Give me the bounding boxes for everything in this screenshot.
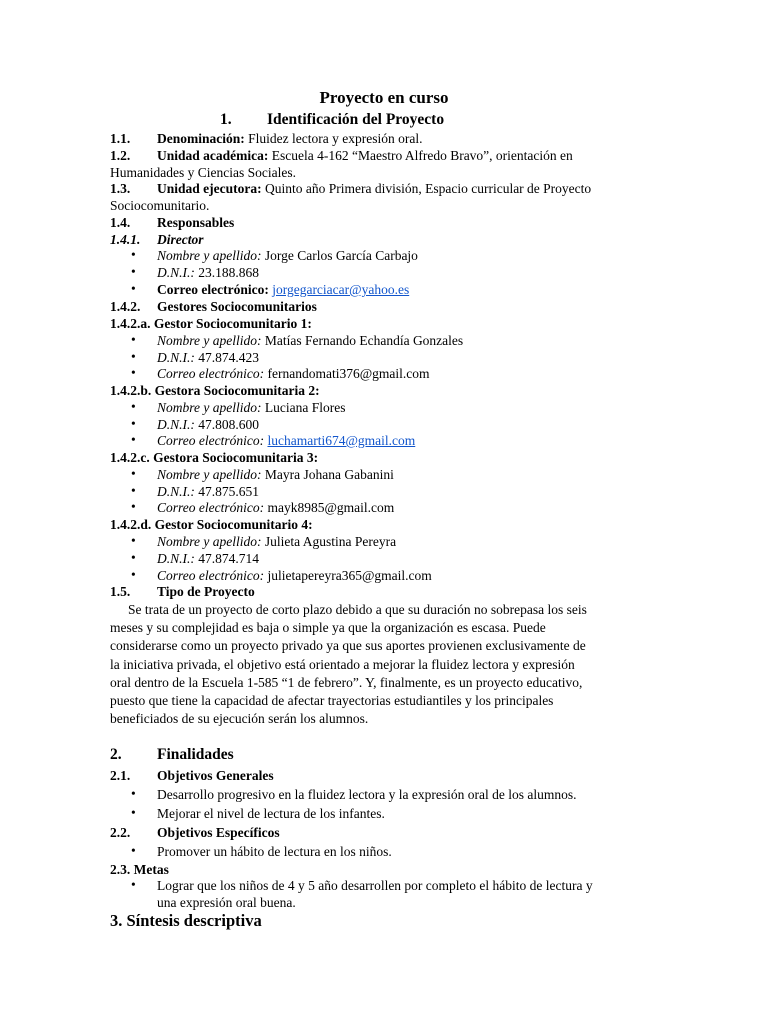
list-item [157, 365, 430, 382]
section-number: 1. [220, 111, 232, 128]
item-label: Denominación: [157, 131, 245, 146]
paragraph-line: beneficiados de su ejecución serán los alumnos. [110, 711, 369, 727]
field-value: julietapereyra365@gmail.com [264, 568, 432, 583]
page-title: Proyecto en curso [319, 88, 449, 107]
field-label: D.N.I.: [157, 265, 195, 280]
field-label: Correo electrónico: [157, 433, 265, 448]
list-item [157, 432, 415, 449]
field-label: Nombre y apellido: [157, 400, 262, 415]
list-item [157, 332, 463, 349]
item-2-3: 2.3. Metas [110, 862, 169, 877]
gestor-heading: 1.4.2.b. Gestora Sociocomunitaria 2: [110, 383, 320, 398]
list-item [157, 264, 259, 281]
field-value: 47.875.651 [194, 484, 259, 499]
bullet-icon: • [131, 786, 136, 801]
item-label: Tipo de Proyecto [157, 584, 255, 599]
paragraph-line: Se trata de un proyecto de corto plazo debido a que su duración no sobrepasa los seis [128, 602, 587, 617]
field-label: Nombre y apellido: [157, 248, 262, 263]
bullet-icon: • [131, 843, 136, 858]
field-label: Nombre y apellido: [157, 534, 262, 549]
field-value: 47.874.423 [194, 350, 259, 365]
item-number: 1.2. [110, 148, 131, 163]
bullet-icon: • [131, 550, 136, 565]
bullet-icon: • [131, 349, 136, 364]
list-item [157, 466, 394, 483]
field-value: mayk8985@gmail.com [264, 500, 395, 515]
item-number: 2.1. [110, 768, 131, 783]
item-number: 1.4. [110, 215, 131, 230]
item-label: Objetivos Específicos [157, 825, 280, 840]
bullet-icon: • [131, 399, 136, 414]
item-number: 1.5. [110, 584, 131, 599]
item-number: 1.4.1. [110, 232, 141, 247]
field-label: D.N.I.: [157, 417, 195, 432]
field-value: Matías Fernando Echandía Gonzales [261, 333, 464, 348]
list-item: Mejorar el nivel de lectura de los infantes. [157, 806, 385, 821]
list-item [157, 247, 418, 264]
field-value: 23.188.868 [194, 265, 259, 280]
item-label: Unidad ejecutora: [157, 181, 262, 196]
bullet-icon: • [131, 466, 136, 481]
field-label: Correo electrónico: [157, 500, 265, 515]
email-link[interactable]: jorgegarciacar@yahoo.es [272, 282, 410, 297]
field-label: Correo electrónico: [157, 568, 265, 583]
bullet-icon: • [131, 499, 136, 514]
gestor-heading: 1.4.2.c. Gestora Sociocomunitaria 3: [110, 450, 319, 465]
bullet-icon: • [131, 533, 136, 548]
item-1-3-continuation: Sociocomunitario. [110, 198, 210, 213]
field-label: Nombre y apellido: [157, 333, 262, 348]
field-label: D.N.I.: [157, 484, 195, 499]
field-value: Luciana Flores [261, 400, 346, 415]
list-item [157, 499, 394, 516]
field-label: D.N.I.: [157, 350, 195, 365]
list-item [157, 416, 259, 433]
field-label: D.N.I.: [157, 551, 195, 566]
list-item: Lograr que los niños de 4 y 5 año desarrollen por completo el hábito de lectura y [157, 878, 593, 893]
item-label: Responsables [157, 215, 235, 230]
item-value: Fluidez lectora y expresión oral. [244, 131, 423, 146]
field-value: 47.874.714 [194, 551, 259, 566]
section-number: 2. [110, 746, 122, 763]
list-item [157, 349, 259, 366]
item-1-2-continuation: Humanidades y Ciencias Sociales. [110, 165, 296, 180]
bullet-icon: • [131, 567, 136, 582]
list-item-continuation: una expresión oral buena. [157, 895, 296, 910]
list-item [157, 399, 345, 416]
item-label: Gestores Sociocomunitarios [157, 299, 317, 314]
section-3-heading: 3. Síntesis descriptiva [110, 911, 262, 930]
field-label: Correo electrónico: [157, 282, 269, 297]
item-value: Escuela 4-162 “Maestro Alfredo Bravo”, orientación en [268, 148, 573, 163]
item-label: Unidad académica: [157, 148, 269, 163]
field-value: Julieta Agustina Pereyra [261, 534, 397, 549]
list-item [157, 281, 409, 298]
paragraph-line: meses y su complejidad es baja o simple ya que la organización es escasa. Puede [110, 620, 546, 636]
bullet-icon: • [131, 805, 136, 820]
list-item [157, 483, 259, 500]
field-value: fernandomati376@gmail.com [264, 366, 430, 381]
item-number: 1.1. [110, 131, 131, 146]
field-label: Correo electrónico: [157, 366, 265, 381]
list-item: Promover un hábito de lectura en los niños. [157, 844, 392, 859]
bullet-icon: • [131, 247, 136, 262]
field-label: Nombre y apellido: [157, 467, 262, 482]
field-value: Mayra Johana Gabanini [261, 467, 394, 482]
section-label: Identificación del Proyecto [267, 111, 445, 128]
bullet-icon: • [131, 483, 136, 498]
bullet-icon: • [131, 281, 136, 296]
gestor-heading: 1.4.2.d. Gestor Sociocomunitario 4: [110, 517, 313, 532]
bullet-icon: • [131, 416, 136, 431]
item-label: Director [157, 232, 204, 247]
item-number: 2.2. [110, 825, 131, 840]
item-label: Objetivos Generales [157, 768, 274, 783]
paragraph-line: oral dentro de la Escuela 1-585 “1 de febrero”. Y, finalmente, es un proyecto educativo, [110, 674, 583, 690]
field-value: 47.808.600 [194, 417, 259, 432]
paragraph-line: puesto que tiene la capacidad de afectar trayectorias estudiantiles y los principales [110, 693, 554, 709]
bullet-icon: • [131, 432, 136, 447]
bullet-icon: • [131, 365, 136, 380]
item-number: 1.3. [110, 181, 131, 196]
email-link[interactable]: luchamarti674@gmail.com [267, 433, 416, 448]
field-value: Jorge Carlos García Carbajo [261, 248, 418, 263]
list-item [157, 533, 396, 550]
bullet-icon: • [131, 877, 136, 892]
list-item: Desarrollo progresivo en la fluidez lectora y la expresión oral de los alumnos. [157, 787, 577, 802]
list-item [157, 550, 259, 567]
paragraph-line: considerarse como un proyecto privado ya que sus aportes provienen exclusivamente de [110, 638, 586, 654]
item-number: 1.4.2. [110, 299, 141, 314]
bullet-icon: • [131, 332, 136, 347]
item-value: Quinto año Primera división, Espacio curricular de Proyecto [261, 181, 592, 196]
bullet-icon: • [131, 264, 136, 279]
list-item [157, 567, 432, 584]
paragraph-line: la iniciativa privada, el objetivo está orientado a mejorar la fluidez lectora y expresión [110, 656, 575, 672]
tipo-proyecto-paragraph [110, 601, 660, 728]
section-label: Finalidades [157, 746, 234, 763]
gestor-heading: 1.4.2.a. Gestor Sociocomunitario 1: [110, 316, 312, 331]
